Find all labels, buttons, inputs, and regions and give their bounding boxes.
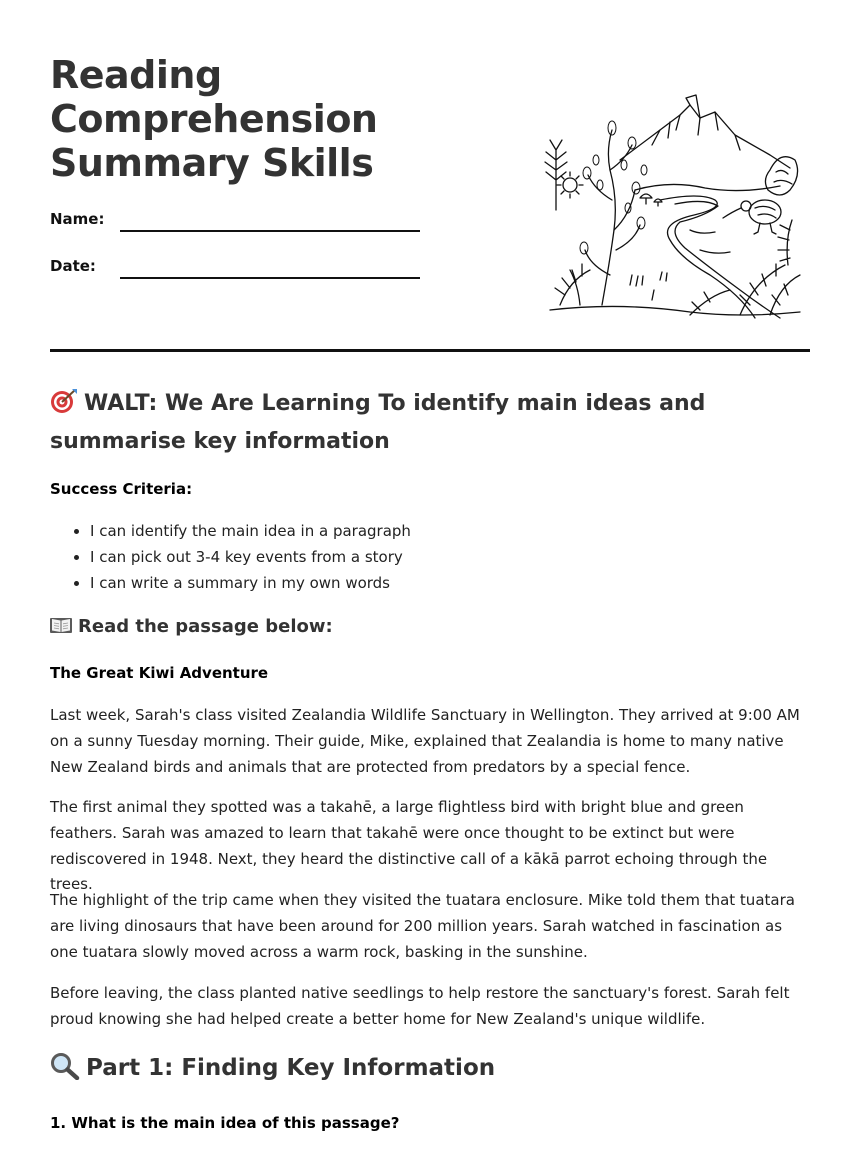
magnifying-glass-icon — [50, 1052, 80, 1080]
walt-heading — [50, 385, 810, 461]
open-book-icon — [50, 616, 72, 634]
date-label: Date: — [50, 257, 96, 275]
success-criteria-label: Success Criteria: — [50, 480, 193, 498]
criteria-item: • I can pick out 3-4 key events from a story — [90, 544, 411, 570]
header-divider — [50, 349, 810, 352]
walt-text: WALT: We Are Learning To identify main ideas and summarise key information — [50, 391, 706, 454]
read-passage-heading — [50, 616, 333, 637]
title-line-1: Reading — [50, 53, 222, 97]
success-criteria-list — [70, 518, 411, 596]
name-label: Name: — [50, 210, 105, 228]
part-1-heading — [50, 1052, 495, 1081]
name-line[interactable] — [120, 230, 420, 232]
criteria-item: • I can identify the main idea in a paragraph — [90, 518, 411, 544]
part-1-text: Part 1: Finding Key Information — [86, 1055, 496, 1081]
name-field[interactable] — [50, 210, 420, 234]
passage-paragraph-2: The first animal they spotted was a takahē, a large flightless bird with bright blue and green feathers. Sarah was amazed to learn that takahē were once thought to be extinct but were rediscovered in 1948. Next, they heard the distinctive call of a kākā parrot echoing through the trees. — [50, 798, 768, 894]
question-1: 1. What is the main idea of this passage? — [50, 1114, 400, 1132]
read-passage-text: Read the passage below: — [78, 616, 333, 637]
target-icon — [50, 388, 78, 414]
criteria-item: • I can write a summary in my own words — [90, 570, 411, 596]
date-line[interactable] — [120, 277, 420, 279]
story-title: The Great Kiwi Adventure — [50, 664, 269, 682]
worksheet-title — [50, 53, 470, 185]
nz-landscape-kiwi-illustration — [540, 90, 802, 320]
date-field[interactable] — [50, 257, 420, 281]
passage-paragraph-1: Last week, Sarah's class visited Zealandia Wildlife Sanctuary in Wellington. They arrived at 9:00 AM on a sunny Tuesday morning. Their guide, Mike, explained that Zealandia is home to many native New Zealand birds and animals that are protected from predators by a special fence. — [50, 706, 800, 776]
passage-paragraph-3: The highlight of the trip came when they visited the tuatara enclosure. Mike told them that tuatara are living dinosaurs that have been around for 200 million years. Sarah watched in fascination as one tuatara slowly moved across a warm rock, basking in the sunshine. — [50, 891, 795, 961]
title-line-3: Summary Skills — [50, 141, 374, 185]
title-line-2: Comprehension — [50, 97, 378, 141]
passage-paragraph-4: Before leaving, the class planted native seedlings to help restore the sanctuary's forest. Sarah felt proud knowing she had helped create a better home for New Zealand's unique wildlife. — [50, 984, 790, 1028]
